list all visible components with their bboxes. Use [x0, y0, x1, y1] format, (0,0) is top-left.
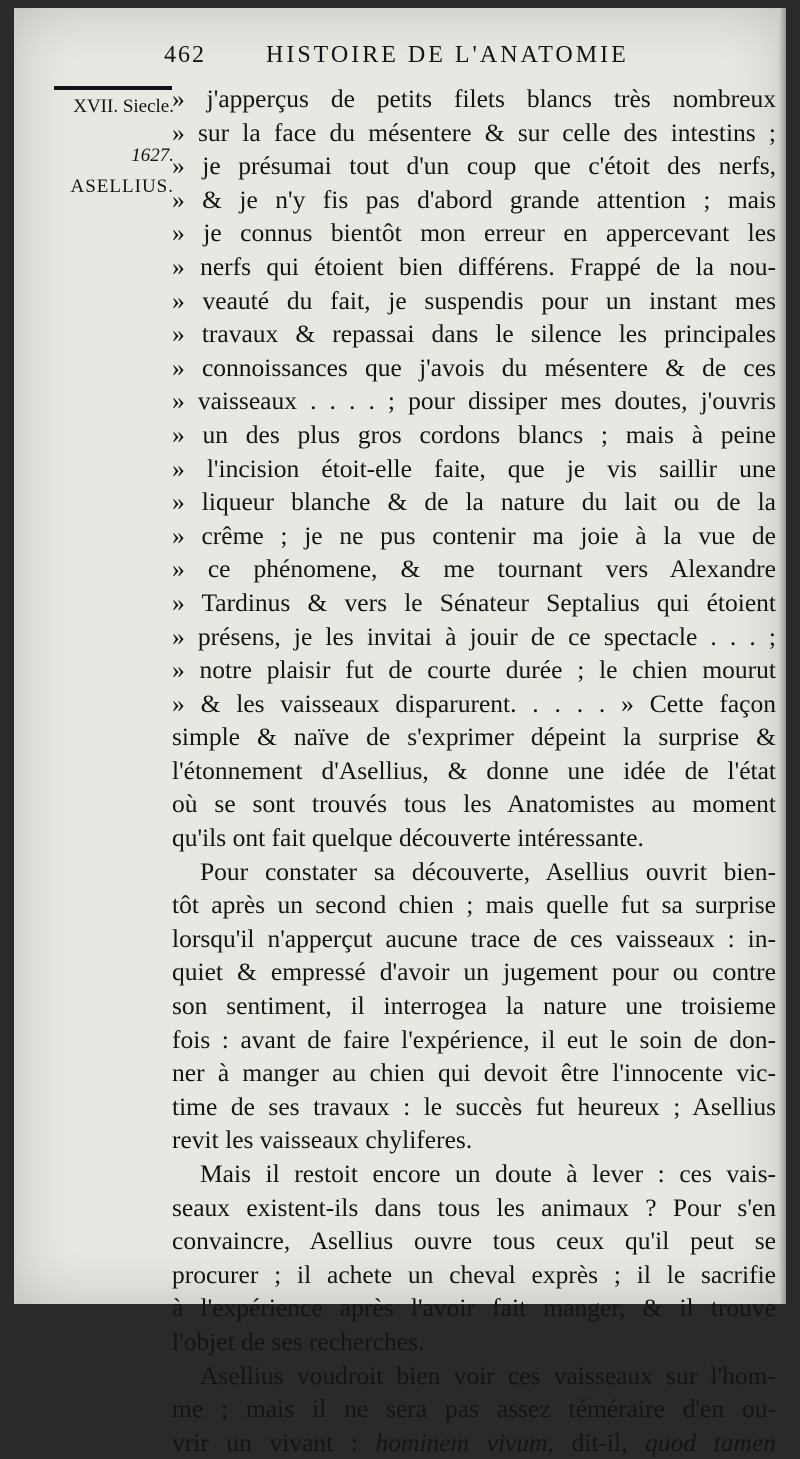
- text-line: » & je n'y fis pas d'abord grande attention ; mais: [172, 184, 776, 214]
- text-line: convaincre, Asellius ouvre tous ceux qu'il peut se: [172, 1226, 776, 1256]
- text-line: » un des plus gros cordons blancs ; mais à peine: [172, 419, 776, 449]
- text-line: » je connus bientôt mon erreur en appercevant les: [172, 218, 776, 248]
- text-line: » vaisseaux . . . . ; pour dissiper mes doutes, j'ouvris: [172, 386, 776, 416]
- text-line: son sentiment, il interrogea la nature une troisieme: [172, 991, 776, 1021]
- margin-note-century: XVII. Siecle.: [73, 96, 174, 117]
- final-line-middle: , dit-il,: [547, 1427, 646, 1457]
- latin-phrase: hominem vivum: [375, 1427, 548, 1457]
- text-line: me ; mais il ne sera pas assez téméraire d'en ou-: [172, 1394, 776, 1424]
- page-number: 462: [164, 42, 206, 68]
- text-line: » ce phénomene, & me tournant vers Alexandre: [172, 554, 776, 584]
- text-line: où se sont trouvés tous les Anatomistes au moment: [172, 789, 776, 819]
- text-line: » Tardinus & vers le Sénateur Septalius qui étoient: [172, 587, 776, 617]
- page-edge-shadow: [778, 8, 786, 1304]
- text-line: Pour constater sa découverte, Asellius ouvrit bien-: [200, 856, 776, 886]
- text-line: » notre plaisir fut de courte durée ; le chien mourut: [172, 655, 776, 685]
- text-line: » nerfs qui étoient bien différens. Frappé de la nou-: [172, 251, 776, 281]
- text-line: » connoissances que j'avois du mésentere & de ces: [172, 352, 776, 382]
- text-line: » & les vaisseaux disparurent. . . . . » Cette façon: [172, 688, 776, 718]
- text-line: procurer ; il achete un cheval exprès ; il le sacrifie: [172, 1259, 776, 1289]
- text-line: seaux existent-ils dans tous les animaux ? Pour s'en: [172, 1192, 776, 1222]
- text-line: Mais il restoit encore un doute à lever : ces vais-: [200, 1159, 776, 1188]
- text-line: » présens, je les invitai à jouir de ce spectacle . . . ;: [172, 621, 776, 651]
- text-line: » travaux & repassai dans le silence les principales: [172, 319, 776, 349]
- margin-note-year: 1627.: [131, 145, 174, 166]
- text-line: lorsqu'il n'apperçut aucune trace de ces vaisseaux : in-: [172, 923, 776, 953]
- text-line: » veauté du fait, je suspendis pour un instant mes: [172, 285, 776, 315]
- text-line: Asellius voudroit bien voir ces vaisseaux sur l'hom-: [200, 1360, 776, 1390]
- text-line: revit les vaisseaux chyliferes.: [172, 1125, 473, 1155]
- text-line: qu'ils ont fait quelque découverte intéressante.: [172, 823, 644, 853]
- text-line: » crême ; je ne pus contenir ma joie à la vue de: [172, 520, 776, 550]
- text-line: fois : avant de faire l'expérience, il eut le soin de don-: [172, 1024, 776, 1054]
- text-line: à l'expérience après l'avoir fait manger, & il trouve: [172, 1293, 776, 1323]
- text-line: simple & naïve de s'exprimer dépeint la surprise &: [172, 722, 776, 752]
- text-line: quiet & empressé d'avoir un jugement pour ou contre: [172, 957, 776, 987]
- running-title: HISTOIRE DE L'ANATOMIE: [266, 42, 629, 68]
- text-line: ner à manger au chien qui devoit être l'innocente vic-: [172, 1058, 776, 1088]
- text-line: tôt après un second chien ; mais quelle fut sa surprise: [172, 890, 776, 920]
- text-line-final: [172, 1426, 776, 1459]
- text-line: » je présumai tout d'un coup que c'étoit des nerfs,: [172, 151, 776, 181]
- margin-note-name: ASELLIUS.: [70, 176, 174, 197]
- margin-rule: [54, 86, 172, 90]
- text-line: » sur la face du mésentere & sur celle des intestins ;: [172, 117, 776, 147]
- text-line: time de ses travaux : le succès fut heureux ; Asellius: [172, 1091, 776, 1121]
- body-text: [172, 82, 776, 1459]
- text-line: » liqueur blanche & de la nature du lait ou de la: [172, 487, 776, 517]
- final-line-start: vrir un vivant :: [172, 1427, 376, 1457]
- text-line: » j'apperçus de petits filets blancs très nombreux: [172, 84, 776, 113]
- page-header: [164, 42, 674, 76]
- text-line: l'étonnement d'Asellius, & donne une idée de l'état: [172, 755, 776, 785]
- text-line: l'objet de ses recherches.: [172, 1326, 425, 1356]
- latin-phrase-continued: quod tamen: [645, 1427, 776, 1457]
- book-page: [14, 8, 786, 1457]
- text-line: » l'incision étoit-elle faite, que je vis saillir une: [172, 453, 776, 483]
